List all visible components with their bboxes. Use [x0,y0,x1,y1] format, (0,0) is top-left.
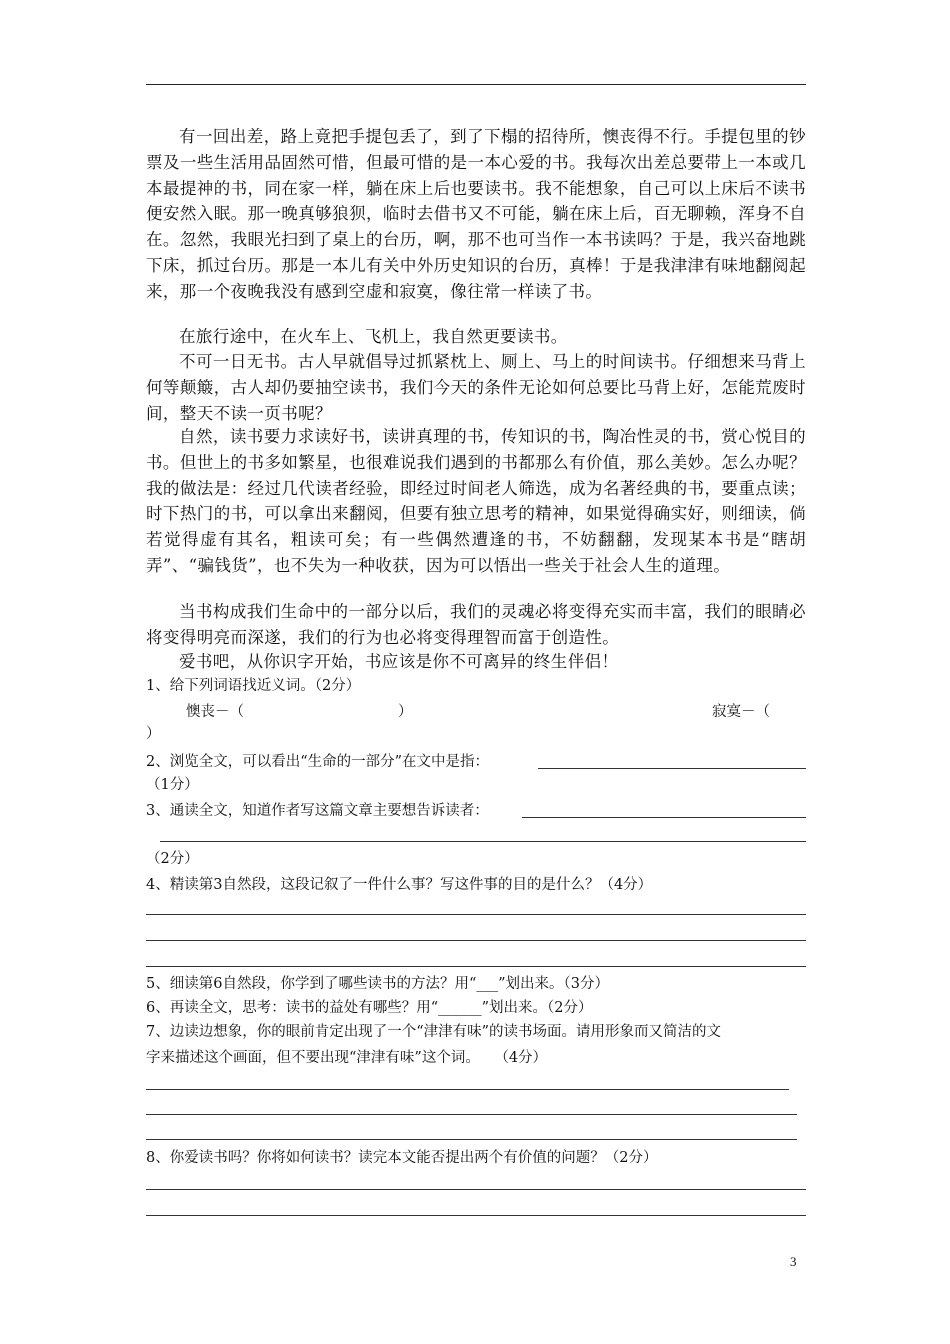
question-1-word-a-close: ） [398,704,413,720]
page-number: 3 [790,1254,797,1269]
answer-line[interactable] [146,914,806,915]
question-3-score: （2分） [146,851,199,867]
question-4: 4、精读第3自然段，这段记叙了一件什么事？写这件事的目的是什么？（4分） [146,877,653,893]
answer-line[interactable] [160,841,806,842]
passage-paragraph-5: 当书构成我们生命中的一部分以后，我们的灵魂必将变得充实而丰富，我们的眼睛必将变得明亮而深遂，我们的行为也必将变得理智而富于创造性。 [146,602,806,647]
answer-line[interactable] [538,768,806,769]
question-2: 2、浏览全文，可以看出“生命的一部分”在文中是指： [146,754,490,770]
question-2-score: （1分） [146,777,199,793]
question-1: 1、给下列词语找近义词。（2分） [146,678,361,694]
passage-paragraph-2: 在旅行途中，在火车上、飞机上，我自然更要读书。 [179,327,568,346]
passage-paragraph-3: 不可一日无书。古人早就倡导过抓紧枕上、厕上、马上的时间读书。仔细想来马背上何等颠簸，古人却仍要抽空读书，我们今天的条件无论如何总要比马背上好，怎能荒废时间，整天不读一页书呢？ [146,352,806,423]
answer-line[interactable] [146,1215,806,1216]
passage-paragraph-1: 有一回出差，路上竟把手提包丢了，到了下榻的招待所，懊丧得不行。手提包里的钞票及一些生活用品固然可惜，但最可惜的是一本心爱的书。我每次出差总要带上一本或几本最提神的书，同在家一样，躺在床上后也要读书。我不能想象，自己可以上床后不读书便安然入眠。那一晚真够狼狈，临时去借书又不可能，躺在床上后，百无聊赖，浑身不自在。忽然，我眼光扫到了桌上的台历，啊，那不也可当作一本书读吗？于是，我兴奋地跳下床，抓过台历。那是一本儿有关中外历史知识的台历，真棒！于是我津津有味地翻阅起来，那一个夜晚我没有感到空虚和寂寞，像往常一样读了书。 [146,127,806,301]
answer-line[interactable] [146,966,806,967]
answer-line[interactable] [146,1139,797,1140]
question-1-word-a: 懊丧－（ [186,704,244,720]
answer-line[interactable] [146,940,806,941]
passage-paragraph-6: 爱书吧，从你识字开始，书应该是你不可离异的终生伴侣！ [179,652,619,671]
question-7-line-2: 字来描述这个画面，但不要出现“津津有味”这个词。 （4分） [146,1050,548,1066]
answer-line[interactable] [146,1089,789,1090]
question-1-word-b: 寂寞－（ [712,704,770,720]
answer-line[interactable] [146,1114,797,1115]
question-7-line-1: 7、边读边想象，你的眼前肯定出现了一个“津津有味”的读书场面。请用形象而又简洁的文 [146,1024,722,1040]
question-6: 6、再读全文，思考：读书的益处有哪些？用“______”划出来。（2分） [146,1000,593,1016]
question-5: 5、细读第6自然段，你学到了哪些读书的方法？用“___”划出来。（3分） [146,976,609,992]
passage-paragraph-4: 自然，读书要力求读好书，读讲真理的书，传知识的书，陶冶性灵的书，赏心悦目的书。但世上的书多如繁星，也很难说我们遇到的书都那么有价值，那么美妙。怎么办呢？我的做法是：经过几代读者经验，即经过时间老人筛选，成为名著经典的书，要重点读；时下热门的书，可以拿出来翻阅，但要有独立思考的精神，如果觉得确实好，则细读，倘若觉得虚有其名，粗读可矣；有一些偶然遭逢的书，不妨翻翻，发现某本书是“瞎胡弄”、“骗钱货”，也不失为一种收获，因为可以悟出一些关于社会人生的道理。 [146,427,806,575]
question-8: 8、你爱读书吗？你将如何读书？读完本文能否提出两个有价值的问题？（2分） [146,1150,658,1166]
header-rule [146,84,806,85]
question-3: 3、通读全文，知道作者写这篇文章主要想告诉读者： [146,803,489,819]
question-1-word-b-close: ） [146,726,161,742]
answer-line[interactable] [146,1189,806,1190]
answer-line[interactable] [522,817,806,818]
